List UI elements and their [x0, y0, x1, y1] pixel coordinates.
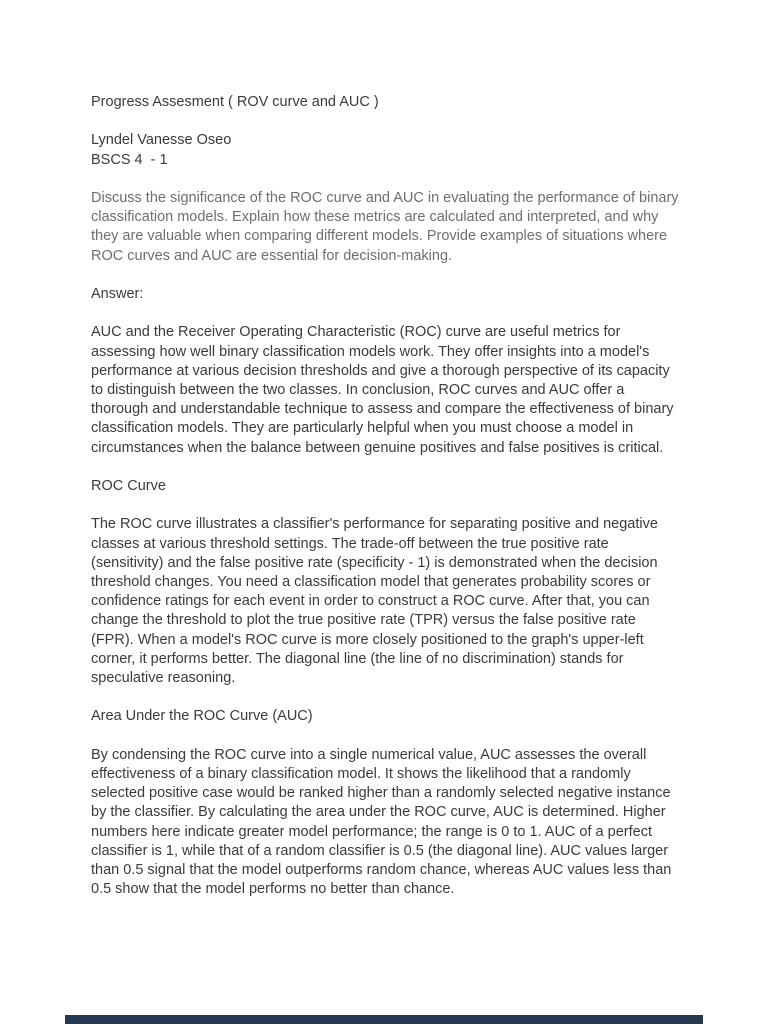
- answer-label: Answer:: [91, 285, 144, 302]
- answer-intro-paragraph: AUC and the Receiver Operating Characteristic (ROC) curve are useful metrics for assessing how well binary classification models work. They offer insights into a model's performance at various decision thresholds and give a thorough perspective of its capacity to distinguish between the two classes. In conclusion, ROC curves and AUC offer a thorough and understandable technique to assess and compare the effectiveness of binary classification models. They are particularly helpful when you must choose a model in circumstances when the balance between genuine positives and false positives is critical.: [91, 324, 678, 456]
- section-heading-auc: Area Under the ROC Curve (AUC): [91, 708, 313, 725]
- section-heading-roc-curve: ROC Curve: [91, 477, 166, 494]
- next-page-top-edge: [65, 1015, 703, 1024]
- document-title: Progress Assesment ( ROV curve and AUC ): [91, 94, 379, 110]
- document-content: [91, 93, 683, 919]
- question-text: Discuss the significance of the ROC curve and AUC in evaluating the performance of binary classification models. Explain how these metrics are calculated and interpreted, and why they are valuable when comparing different models. Provide examples of situations where ROC curves and AUC are essential for decision-making.: [91, 189, 683, 264]
- section-body-auc: By condensing the ROC curve into a single numerical value, AUC assesses the overall effectiveness of a binary classification model. It shows the likelihood that a randomly selected positive case would be ranked higher than a randomly selected negative instance by the classifier. By calculating the area under the ROC curve, AUC is determined. Higher numbers here indicate greater model performance; the range is 0 to 1. AUC of a perfect classifier is 1, while that of a random classifier is 0.5 (the diagonal line). AUC values larger than 0.5 signal that the model outperforms random chance, whereas AUC values less than 0.5 show that the model performs no better than chance.: [91, 746, 676, 898]
- section-body-roc-curve: The ROC curve illustrates a classifier's performance for separating positive and negative classes at various threshold settings. The trade-off between the true positive rate (sensitivity) and the false positive rate (specificity - 1) is demonstrated when the decision threshold changes. You need a classification model that generates probability scores or confidence ratings for each event in order to construct a ROC curve. After that, you can change the threshold to plot the true positive rate (TPR) versus the false positive rate (FPR). When a model's ROC curve is more closely positioned to the graph's upper-left corner, it performs better. The diagonal line (the line of no discrimination) stands for speculative reasoning.: [91, 516, 662, 686]
- author-name: Lyndel Vanesse Oseo: [91, 132, 232, 149]
- author-course: BSCS 4 - 1: [91, 151, 168, 168]
